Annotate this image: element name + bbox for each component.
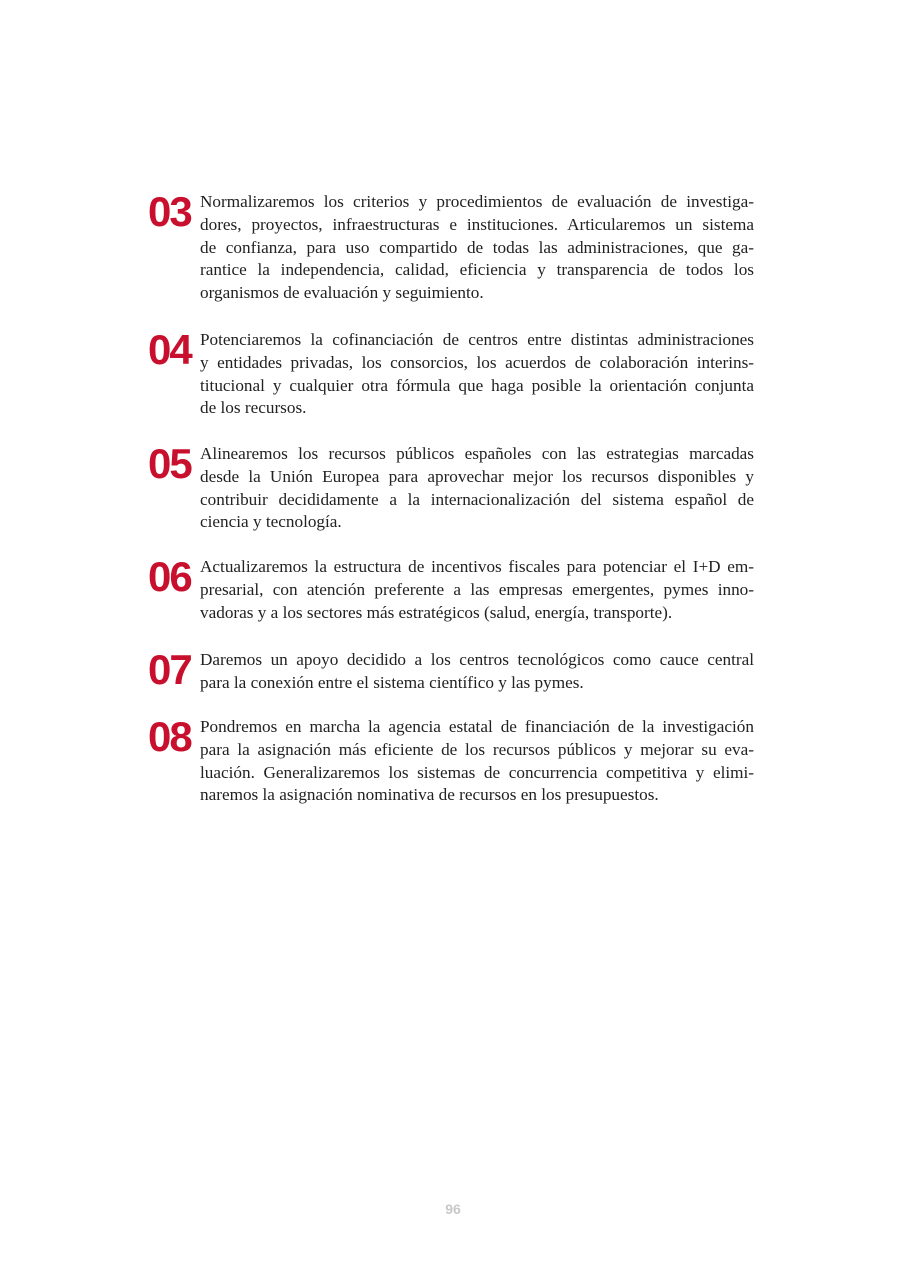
text-line: luación. Generalizaremos los sistemas de concurrencia competitiva y elimi- [200,762,754,782]
text-line: y entidades privadas, los consorcios, los acuerdos de colaboración interins- [200,352,754,372]
proposal-number: 03 [148,188,191,235]
proposal-text [200,649,754,695]
text-line: para la conexión entre el sistema científico y las pymes. [200,672,584,692]
text-line: rantice la independencia, calidad, eficiencia y transparencia de todos los [200,260,754,280]
text-line: presarial, con atención preferente a las empresas emergentes, pymes inno- [200,579,754,599]
text-line: Pondremos en marcha la agencia estatal de financiación de la investigación [200,717,754,736]
proposal-text [200,191,754,305]
proposal-text [200,329,754,420]
text-line: ciencia y tecnología. [200,512,342,532]
text-line: Potenciaremos la cofinanciación de centros entre distintas administraciones [200,330,754,349]
text-line: vadoras y a los sectores más estratégicos (salud, energía, transporte). [200,602,673,622]
text-line: de confianza, para uso compartido de todas las administraciones, que ga- [200,237,754,257]
text-line: para la asignación más eficiente de los recursos públicos y mejorar su eva- [200,739,754,759]
proposal-number: 05 [148,440,191,487]
text-line: Normalizaremos los criterios y procedimientos de evaluación de investiga- [200,192,754,211]
proposal-text [200,556,754,624]
proposal-text [200,716,754,807]
text-line: Daremos un apoyo decidido a los centros tecnológicos como cauce central [200,650,754,669]
text-line: organismos de evaluación y seguimiento. [200,283,484,303]
proposal-number: 04 [148,326,191,373]
proposal-text [200,443,754,534]
proposal-number: 08 [148,713,191,760]
proposal-number: 06 [148,553,191,600]
text-line: de los recursos. [200,398,307,418]
page-number: 96 [445,1201,461,1217]
text-line: contribuir decididamente a la internacionalización del sistema español de [200,489,754,509]
text-line: Actualizaremos la estructura de incentivos fiscales para potenciar el I+D em- [200,557,754,576]
text-line: titucional y cualquier otra fórmula que haga posible la orientación conjunta [200,375,754,395]
text-line: dores, proyectos, infraestructuras e instituciones. Articularemos un sistema [200,214,754,234]
text-line: desde la Unión Europea para aprovechar mejor los recursos disponibles y [200,466,754,486]
proposal-number: 07 [148,646,191,693]
text-line: naremos la asignación nominativa de recursos en los presupuestos. [200,785,659,805]
text-line: Alinearemos los recursos públicos españoles con las estrategias marcadas [200,444,754,463]
